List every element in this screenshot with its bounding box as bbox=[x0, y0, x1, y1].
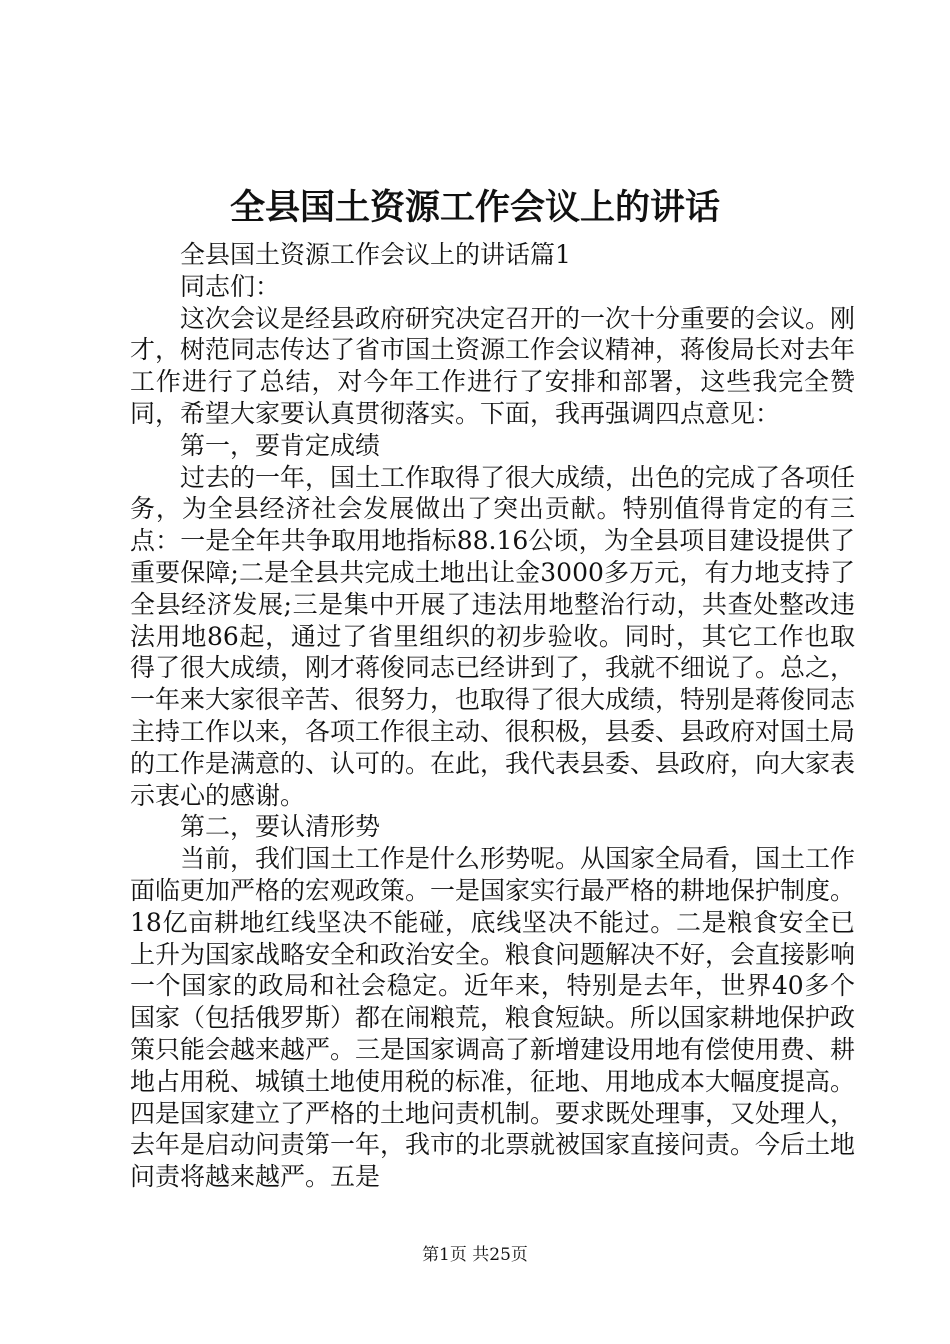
section-heading: 第一，要肯定成绩 bbox=[180, 430, 381, 460]
paragraph: 这次会议是经县政府研究决定召开的一次十分重要的会议。刚才，树范同志传达了省市国土资源工作会议精神，蒋俊局长对去年工作进行了总结，对今年工作进行了安排和部署，这些我完全赞同，希望大家要认真贯彻落实。下面，我再强调四点意见： bbox=[130, 303, 856, 428]
paragraph: 过去的一年，国土工作取得了很大成绩，出色的完成了各项任务，为全县经济社会发展做出了突出贡献。特别值得肯定的有三点：一是全年共争取用地指标88.16公顷，为全县项目建设提供了重要保障;二是全县共完成土地出让金3000多万元，有力地支持了全县经济发展;三是集中开展了违法用地整治行动，共查处整改违法用地86起，通过了省里组织的初步验收。同时，其它工作也取得了很大成绩，刚才蒋俊同志已经讲到了，我就不细说了。总之，一年来大家很辛苦、很努力，也取得了很大成绩，特别是蒋俊同志主持工作以来，各项工作很主动、很积极，县委、县政府对国土局的工作是满意的、认可的。在此，我代表县委、县政府，向大家表示衷心的感谢。 bbox=[130, 462, 856, 810]
section-heading: 第二，要认清形势 bbox=[180, 812, 381, 842]
page-number-footer: 第1页 共25页 bbox=[422, 1245, 528, 1265]
paragraph: 当前，我们国土工作是什么形势呢。从国家全局看，国土工作面临更加严格的宏观政策。一是国家实行最严格的耕地保护制度。18亿亩耕地红线坚决不能碰，底线坚决不能过。二是粮食安全已上升为国家战略安全和政治安全。粮食问题解决不好，会直接影响一个国家的政局和社会稳定。近年来，特别是去年，世界40多个国家（包括俄罗斯）都在闹粮荒，粮食短缺。所以国家耕地保护政策只能会越来越严。三是国家调高了新增建设用地有偿使用费、耕地占用税、城镇土地使用税的标准，征地、用地成本大幅度提高。四是国家建立了严格的土地问责机制。要求既处理事，又处理人，去年是启动问责第一年，我市的北票就被国家直接问责。今后土地问责将越来越严。五是 bbox=[130, 844, 856, 1192]
paragraph: 全县国土资源工作会议上的讲话篇1 bbox=[180, 240, 571, 269]
document-body bbox=[130, 239, 855, 1193]
document-title: 全县国土资源工作会议上的讲话 bbox=[229, 187, 720, 228]
paragraph: 同志们： bbox=[180, 271, 281, 301]
